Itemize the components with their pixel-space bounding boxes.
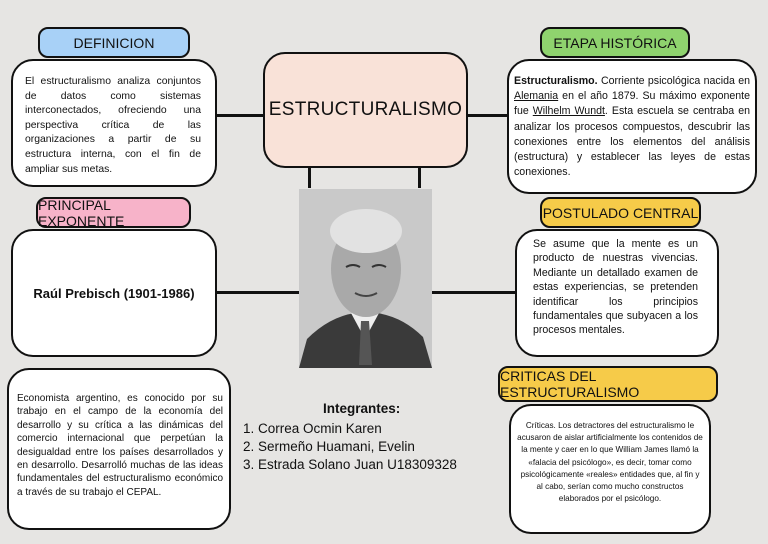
criticas-label: CRITICAS DEL ESTRUCTURALISMO (500, 368, 640, 400)
connector-line (432, 291, 516, 294)
exponente-tag (36, 197, 191, 228)
criticas-text: Críticas. Los detractores del estructuralismo le acusaron de aislar artificialmente los contenidos de la mente y caer en lo que William James llamó la «falacia del psicólogo», es decir, tomar como psicológicamente «reales» entidades que, al fin y al cabo, serían como mucho constructos elaborados por el psicólogo. (517, 421, 703, 504)
link-wilhelm-wundt[interactable]: Wilhelm Wundt (532, 105, 605, 118)
etapa-text: Estructuralismo. Corriente psicológica nacida en Alemania en el año 1879. Su máximo exponente fue Wilhelm Wundt. Esta escuela se centraba en analizar los procesos compuestos, descubrir las conexiones entre los elementos del análisis (estructura) y establecer las leyes de estas conexiones. (514, 75, 750, 179)
link-alemania[interactable]: Alemania (514, 90, 559, 103)
connector-line (215, 291, 299, 294)
member-3: 3. Estrada Solano Juan U18309328 (243, 457, 457, 472)
connector-line (467, 114, 509, 117)
definicion-tag (38, 27, 190, 58)
postulado-label: POSTULADO CENTRAL (542, 204, 699, 221)
etapa-label: ETAPA HISTÓRICA (553, 34, 677, 51)
connector-line (418, 166, 421, 188)
member-2: 2. Sermeño Huamani, Evelin (243, 439, 415, 454)
etapa-tag (540, 27, 690, 58)
portrait-photo (299, 189, 432, 368)
definicion-box (11, 59, 217, 187)
exponente-label: PRINCIPAL EXPONENTE (38, 196, 125, 229)
definicion-text: El estructuralismo analiza conjuntos de datos como sistemas interconectados, ofreciendo una perspectiva crítica de las organizaciones a partir de su estructura interna, con el fin de ampliar sus metas. (25, 76, 201, 175)
connector-line (215, 114, 265, 117)
etapa-box (507, 59, 757, 194)
exponente-box (11, 229, 217, 357)
postulado-box (515, 229, 719, 357)
integrantes (243, 400, 493, 474)
member-1: 1. Correa Ocmin Karen (243, 421, 382, 436)
page-title: ESTRUCTURALISMO (263, 52, 468, 168)
postulado-text: Se asume que la mente es un producto de nuestras vivencias. Mediante un detallado examen de estas experiencias, se pretenden identificar los principios fundamentales que subyacen a los procesos mentales. (533, 238, 698, 337)
integrantes-heading: Integrantes: (323, 401, 401, 416)
criticas-box (509, 404, 711, 534)
exponente-bio-box (7, 368, 231, 530)
postulado-tag (540, 197, 701, 228)
portrait-image (299, 189, 432, 368)
exponente-name: Raúl Prebisch (1901-1986) (33, 285, 195, 301)
exponente-bio: Economista argentino, es conocido por su trabajo en el campo de la economía del desarrollo y su crítica a las dinámicas del comercio internacional que perpetúan la desigualdad entre los países desarrollados y en desarrollo. Desarrolló muchas de las ideas fundamentales del estructuralismo económico a través de su trabajo el CEPAL. (17, 393, 223, 498)
definicion-label: DEFINICION (73, 34, 155, 51)
connector-line (308, 166, 311, 188)
criticas-tag (498, 366, 718, 402)
